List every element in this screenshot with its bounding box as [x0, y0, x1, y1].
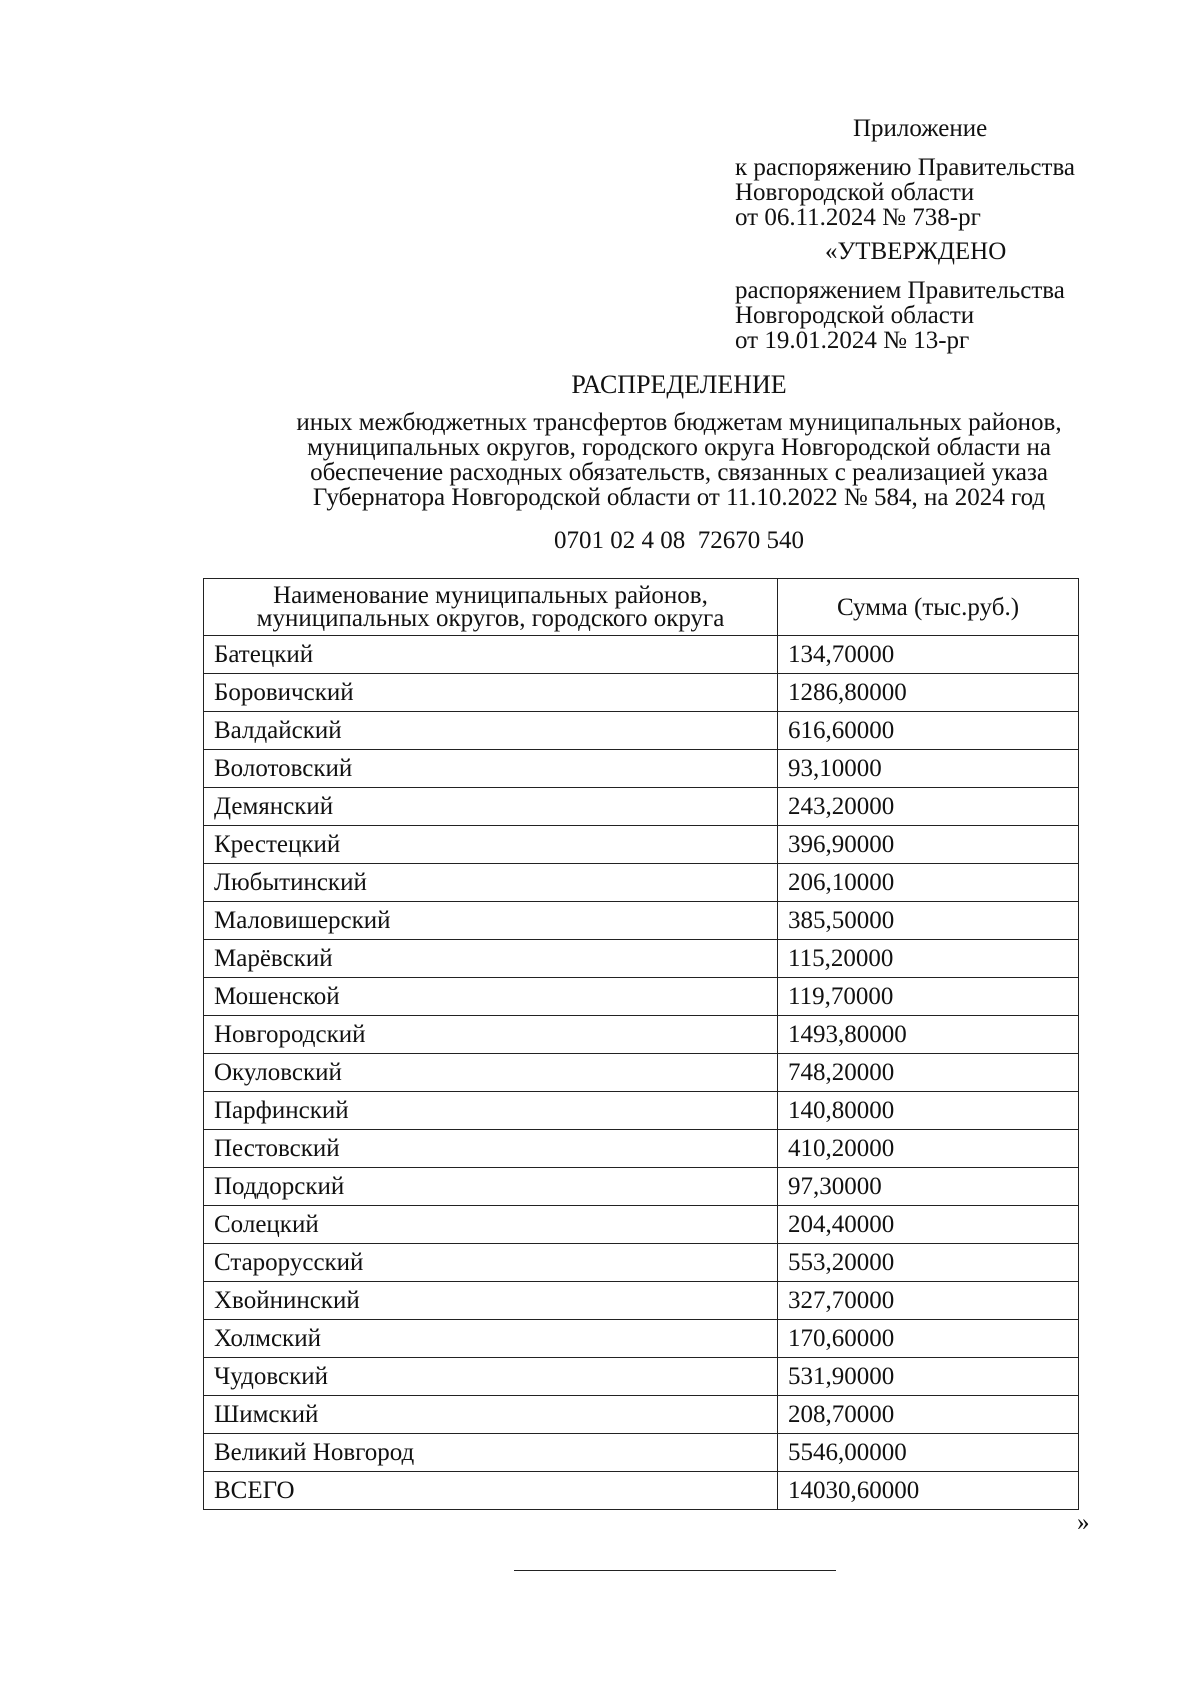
table-row	[204, 940, 1079, 978]
budget-code: 0701 02 4 08 72670 540	[554, 527, 804, 554]
closing-quote: »	[1077, 1509, 1090, 1536]
subtitle-line-3: обеспечение расходных обязательств, связанных с реализацией указа	[310, 459, 1048, 486]
amount-cell: 208,70000	[778, 1396, 1079, 1434]
municipality-name-cell: Боровичский	[204, 674, 778, 712]
table-row	[204, 864, 1079, 902]
table-row	[204, 902, 1079, 940]
table-row	[204, 1016, 1079, 1054]
subtitle-line-2: муниципальных округов, городского округа Новгородской области на	[307, 434, 1051, 461]
amount-cell: 410,20000	[778, 1130, 1079, 1168]
municipality-name-cell: Мошенской	[204, 978, 778, 1016]
amount-cell: 1286,80000	[778, 674, 1079, 712]
municipality-name-cell: Любытинский	[204, 864, 778, 902]
amount-cell: 243,20000	[778, 788, 1079, 826]
municipality-name-cell: Новгородский	[204, 1016, 778, 1054]
table-row	[204, 674, 1079, 712]
order-line-1: к распоряжению Правительства	[735, 154, 1076, 181]
table-row	[204, 1092, 1079, 1130]
municipality-name-cell: Марёвский	[204, 940, 778, 978]
table-row	[204, 826, 1079, 864]
order-line-3: от 06.11.2024 № 738-рг	[735, 204, 981, 231]
municipality-name-cell: Демянский	[204, 788, 778, 826]
footer-divider	[514, 1570, 836, 1571]
amount-cell: 14030,60000	[778, 1472, 1079, 1510]
table-row	[204, 1396, 1079, 1434]
amount-cell: 119,70000	[778, 978, 1079, 1016]
header-sum-cell: Сумма (тыс.руб.)	[778, 579, 1079, 636]
document-title: РАСПРЕДЕЛЕНИЕ	[571, 370, 787, 399]
header-name-cell	[204, 579, 778, 636]
amount-cell: 140,80000	[778, 1092, 1079, 1130]
table-row	[204, 1320, 1079, 1358]
municipality-name-cell: Крестецкий	[204, 826, 778, 864]
subtitle-line-1: иных межбюджетных трансфертов бюджетам муниципальных районов,	[296, 409, 1062, 436]
municipality-name-cell: Старорусский	[204, 1244, 778, 1282]
table-row	[204, 712, 1079, 750]
amount-cell: 5546,00000	[778, 1434, 1079, 1472]
header-name-line-1: Наименование муниципальных районов,	[273, 582, 708, 609]
approved-line-2: Новгородской области	[735, 302, 975, 329]
header-name-line-2: муниципальных округов, городского округа	[256, 605, 725, 632]
municipality-name-cell: Великий Новгород	[204, 1434, 778, 1472]
amount-cell: 1493,80000	[778, 1016, 1079, 1054]
table-row	[204, 1206, 1079, 1244]
municipality-name-cell: ВСЕГО	[204, 1472, 778, 1510]
municipality-name-cell: Шимский	[204, 1396, 778, 1434]
amount-cell: 616,60000	[778, 712, 1079, 750]
amount-cell: 97,30000	[778, 1168, 1079, 1206]
municipality-name-cell: Батецкий	[204, 636, 778, 674]
amount-cell: 748,20000	[778, 1054, 1079, 1092]
amount-cell: 396,90000	[778, 826, 1079, 864]
subtitle-line-4: Губернатора Новгородской области от 11.10.2022 № 584, на 2024 год	[312, 484, 1046, 511]
municipality-name-cell: Солецкий	[204, 1206, 778, 1244]
amount-cell: 93,10000	[778, 750, 1079, 788]
amount-cell: 204,40000	[778, 1206, 1079, 1244]
municipality-name-cell: Холмский	[204, 1320, 778, 1358]
amount-cell: 206,10000	[778, 864, 1079, 902]
amount-cell: 170,60000	[778, 1320, 1079, 1358]
amount-cell: 134,70000	[778, 636, 1079, 674]
table-row	[204, 788, 1079, 826]
table-row	[204, 1472, 1079, 1510]
municipality-name-cell: Окуловский	[204, 1054, 778, 1092]
table-row	[204, 1130, 1079, 1168]
amount-cell: 531,90000	[778, 1358, 1079, 1396]
approved-line-1: распоряжением Правительства	[735, 277, 1065, 304]
table-body	[204, 636, 1079, 1510]
table-header-row	[204, 579, 1079, 636]
municipality-name-cell: Парфинский	[204, 1092, 778, 1130]
approved-line-3: от 19.01.2024 № 13-рг	[735, 327, 970, 354]
table-row	[204, 1358, 1079, 1396]
amount-cell: 385,50000	[778, 902, 1079, 940]
table-row	[204, 1168, 1079, 1206]
table-row	[204, 1282, 1079, 1320]
amount-cell: 115,20000	[778, 940, 1079, 978]
table-row	[204, 978, 1079, 1016]
table-row	[204, 750, 1079, 788]
order-line-2: Новгородской области	[735, 179, 975, 206]
municipality-name-cell: Валдайский	[204, 712, 778, 750]
appendix-label: Приложение	[853, 115, 988, 142]
amount-cell: 553,20000	[778, 1244, 1079, 1282]
table-row	[204, 1244, 1079, 1282]
table-row	[204, 636, 1079, 674]
municipality-name-cell: Маловишерский	[204, 902, 778, 940]
table-row	[204, 1434, 1079, 1472]
municipality-name-cell: Поддорский	[204, 1168, 778, 1206]
amount-cell: 327,70000	[778, 1282, 1079, 1320]
table-row	[204, 1054, 1079, 1092]
approved-label: «УТВЕРЖДЕНО	[825, 238, 1007, 265]
municipality-name-cell: Пестовский	[204, 1130, 778, 1168]
distribution-table	[203, 578, 1079, 1510]
municipality-name-cell: Волотовский	[204, 750, 778, 788]
municipality-name-cell: Чудовский	[204, 1358, 778, 1396]
municipality-name-cell: Хвойнинский	[204, 1282, 778, 1320]
